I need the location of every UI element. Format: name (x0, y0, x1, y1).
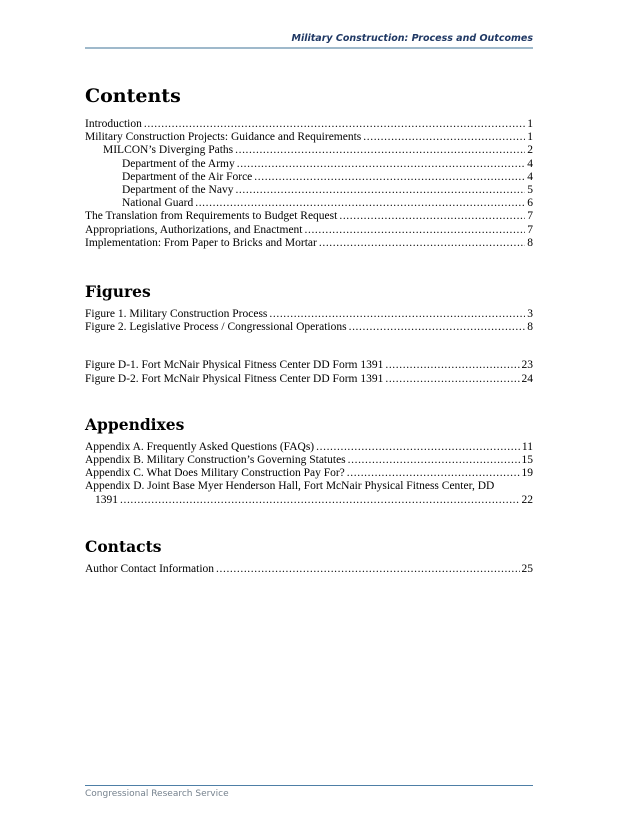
appendix-entry-line2 (85, 494, 533, 507)
toc-entry-label: The Translation from Requirements to Budget Request (85, 210, 338, 223)
appendix-page-number: 22 (521, 493, 533, 506)
dot-leader (316, 441, 520, 454)
appendix-entry-label: Appendix B. Military Construction’s Governing Statutes (85, 454, 346, 467)
toc-entry-label: Military Construction Projects: Guidance and Requirements (85, 131, 362, 144)
appendix-entry-line1 (85, 480, 533, 493)
dot-leader (120, 494, 520, 507)
contact-entry-label: Author Contact Information (85, 562, 215, 575)
toc-page-number: 6 (527, 197, 533, 210)
figure-entry (85, 373, 533, 386)
toc-entry (85, 224, 533, 237)
dot-leader (305, 224, 526, 237)
dot-leader (349, 321, 526, 334)
appendix-page-number: 11 (521, 440, 533, 453)
page-content (85, 85, 533, 576)
document-page (0, 33, 618, 833)
appendix-entry (85, 441, 533, 454)
appendix-entry (85, 467, 533, 480)
figure-page-number: 23 (521, 359, 533, 372)
dot-leader (235, 144, 525, 157)
toc-entry-label: Department of the Navy (122, 184, 234, 197)
appendix-entry-label: Appendix D. Joint Base Myer Henderson Hall, Fort McNair Physical Fitness Center, DD (85, 480, 495, 493)
figure-entry-label: Figure 1. Military Construction Process (85, 308, 268, 321)
figure-entry (85, 359, 533, 372)
appendix-entry-label: Appendix C. What Does Military Construction Pay For? (85, 467, 345, 480)
toc-page-number: 5 (527, 184, 533, 197)
toc-page-number: 7 (527, 210, 533, 223)
figure-entry-label: Figure D-1. Fort McNair Physical Fitness Center DD Form 1391 (85, 359, 384, 372)
toc-entry (85, 184, 533, 197)
toc-entry-label: Department of the Army (122, 157, 235, 170)
toc-entry-label: MILCON’s Diverging Paths (103, 144, 234, 157)
running-title: Military Construction: Process and Outcomes (291, 33, 533, 44)
dot-leader (195, 197, 525, 210)
figure-entry-label: Figure 2. Legislative Process / Congressional Operations (85, 321, 347, 334)
toc-entry-label: Department of the Air Force (122, 170, 253, 183)
appendix-page-number: 19 (521, 467, 533, 480)
dot-leader (319, 237, 525, 250)
toc-entry (85, 237, 533, 250)
figures-heading: Figures (85, 282, 151, 302)
toc-page-number: 4 (527, 170, 533, 183)
toc-entry (85, 171, 533, 184)
dot-leader (269, 308, 525, 321)
figure-entry-label: Figure D-2. Fort McNair Physical Fitness Center DD Form 1391 (85, 372, 384, 385)
toc-entry (85, 118, 533, 131)
contacts-list (85, 563, 533, 576)
dot-leader (216, 563, 519, 576)
dot-leader (363, 131, 525, 144)
figure-page-number: 8 (527, 321, 533, 334)
figure-page-number: 24 (521, 372, 533, 385)
toc-page-number: 7 (527, 223, 533, 236)
page-footer (85, 785, 533, 799)
appendix-entry (85, 454, 533, 467)
figure-page-number: 3 (527, 308, 533, 321)
contact-page-number: 25 (521, 562, 533, 575)
toc-page-number: 8 (527, 236, 533, 249)
toc-entry-label: Appropriations, Authorizations, and Enactment (85, 223, 303, 236)
toc-entry-label: National Guard (122, 197, 194, 210)
dot-leader (385, 373, 519, 386)
figure-entry (85, 321, 533, 334)
dot-leader (385, 359, 519, 372)
contact-entry (85, 563, 533, 576)
dot-leader (348, 454, 520, 467)
appendix-entry-label: Appendix A. Frequently Asked Questions (FAQs) (85, 440, 315, 453)
contacts-heading: Contacts (85, 536, 162, 556)
toc-page-number: 2 (527, 144, 533, 157)
appendixes-list (85, 441, 533, 507)
toc-entry (85, 131, 533, 144)
figure-entry (85, 308, 533, 321)
toc-entry (85, 210, 533, 223)
toc-entry (85, 197, 533, 210)
toc-page-number: 4 (527, 157, 533, 170)
toc-entry (85, 144, 533, 157)
appendix-entry-label: 1391 (95, 493, 118, 506)
toc-entry-label: Introduction (85, 118, 142, 130)
dot-leader (144, 118, 525, 131)
dot-leader (237, 158, 526, 171)
contents-heading: Contents (85, 85, 181, 107)
toc-entry (85, 158, 533, 171)
appendixes-heading: Appendixes (85, 414, 185, 434)
footer-text: Congressional Research Service (85, 789, 229, 799)
dot-leader (235, 184, 525, 197)
contents-list (85, 118, 533, 250)
toc-page-number: 1 (527, 131, 533, 144)
toc-entry-label: Implementation: From Paper to Bricks and Mortar (85, 236, 317, 249)
page-header (85, 33, 533, 49)
dot-leader (347, 467, 520, 480)
appendix-page-number: 15 (521, 454, 533, 467)
dot-leader (254, 171, 525, 184)
toc-page-number: 1 (527, 118, 533, 130)
figures-list (85, 308, 533, 386)
dot-leader (339, 210, 525, 223)
